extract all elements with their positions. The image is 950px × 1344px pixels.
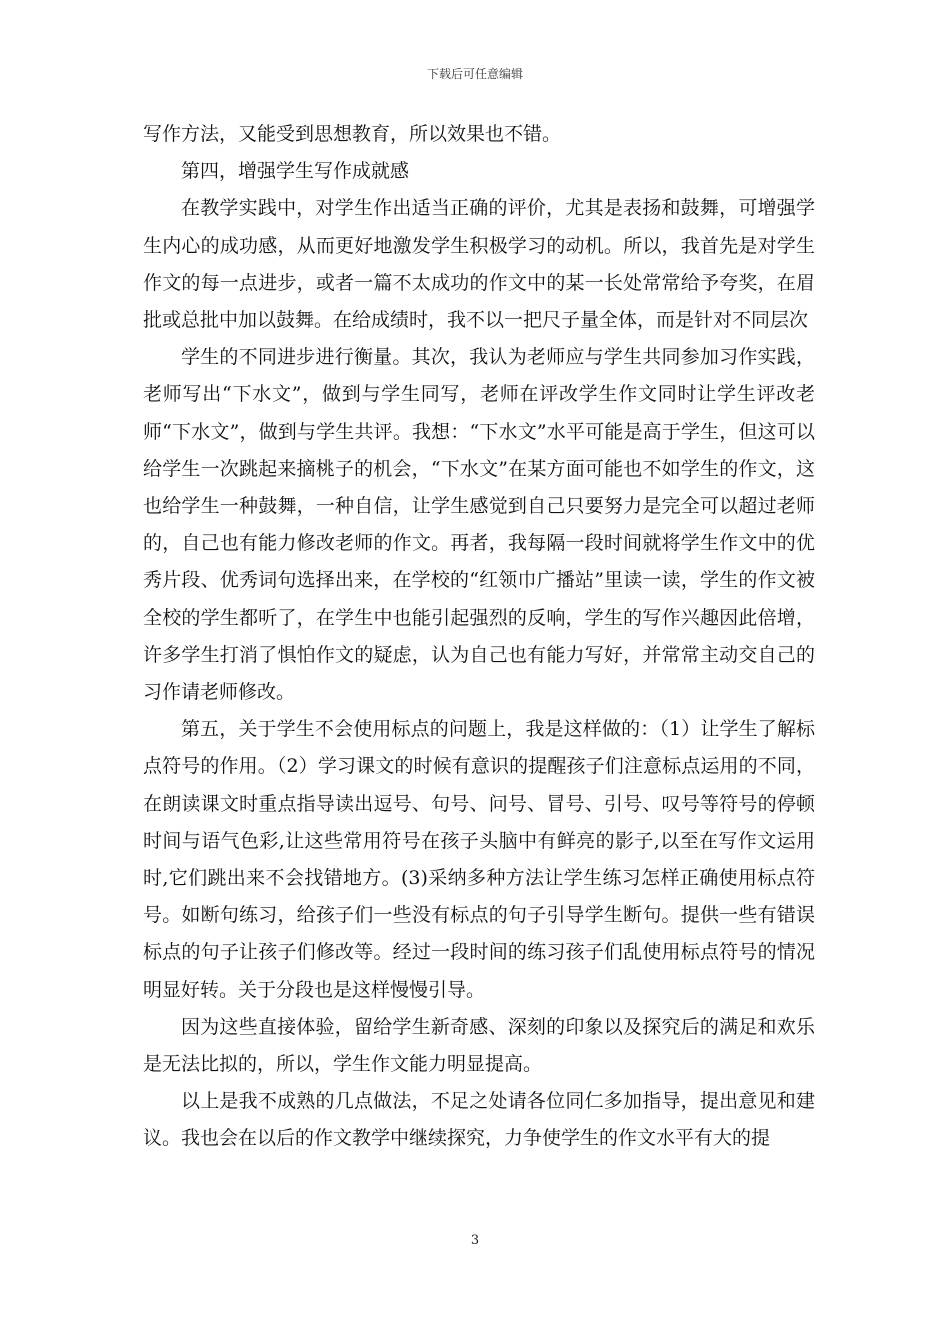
section-heading-4: 第四，增强学生写作成就感	[181, 160, 410, 183]
page-header: 下载后可任意编辑	[426, 67, 523, 81]
paragraph-1: 写作方法，又能受到思想教育，所以效果也不错。	[143, 123, 562, 145]
paragraph-3: 在教学实践中，对学生作出适当正确的评价，尤其是表扬和鼓舞，可增强学生内心的成功感，从而更好地激发学生积极学习的动机。所以，我首先是对学生作文的每一点进步，或者一篇不太成功的作文中的某一长处常常给予夸奖，在眉批或总批中加以鼓舞。在给成绩时，我不以一把尺子量全体，而是针对不同层次	[143, 197, 815, 332]
page-number: 3	[470, 1233, 480, 1248]
document-body	[143, 116, 815, 1158]
paragraph-5: 第五，关于学生不会使用标点的问题上，我是这样做的：（1）让学生了解标点符号的作用。（2）学习课文的时候有意识的提醒孩子们注意标点运用的不同，在朗读课文时重点指导读出逗号、句号、问号、冒号、引号、叹号等符号的停顿时间与语气色彩,让这些常用符号在孩子头脑中有鲜亮的影子,以至在写作文运用时,它们跳出来不会找错地方。(3)采纳多种方法让学生练习怎样正确使用标点符号。如断句练习，给孩子们一些没有标点的句子引导学生断句。提供一些有错误标点的句子让孩子们修改等。经过一段时间的练习孩子们乱使用标点符号的情况明显好转。关于分段也是这样慢慢引导。	[143, 718, 815, 1001]
paragraph-4: 学生的不同进步进行衡量。其次，我认为老师应与学生共同参加习作实践，老师写出“下水文”，做到与学生同写，老师在评改学生作文同时让学生评改老师“下水文”，做到与学生共评。我想：“下水文”水平可能是高于学生，但这可以给学生一次跳起来摘桃子的机会，“下水文”在某方面可能也不如学生的作文，这也给学生一种鼓舞，一种自信，让学生感觉到自己只要努力是完全可以超过老师的，自己也有能力修改老师的作文。再者，我每隔一段时间就将学生作文中的优秀片段、优秀词句选择出来，在学校的“红领巾广播站”里读一读，学生的作文被全校的学生都听了，在学生中也能引起强烈的反响，学生的写作兴趣因此倍增，许多学生打消了惧怕作文的疑虑，认为自己也有能力写好，并常常主动交自己的习作请老师修改。	[143, 346, 815, 704]
paragraph-7: 以上是我不成熟的几点做法，不足之处请各位同仁多加指导，提出意见和建议。我也会在以后的作文教学中继续探究，力争使学生的作文水平有大的提	[143, 1090, 815, 1150]
paragraph-6: 因为这些直接体验，留给学生新奇感、深刻的印象以及探究后的满足和欢乐是无法比拟的，所以，学生作文能力明显提高。	[143, 1015, 815, 1076]
